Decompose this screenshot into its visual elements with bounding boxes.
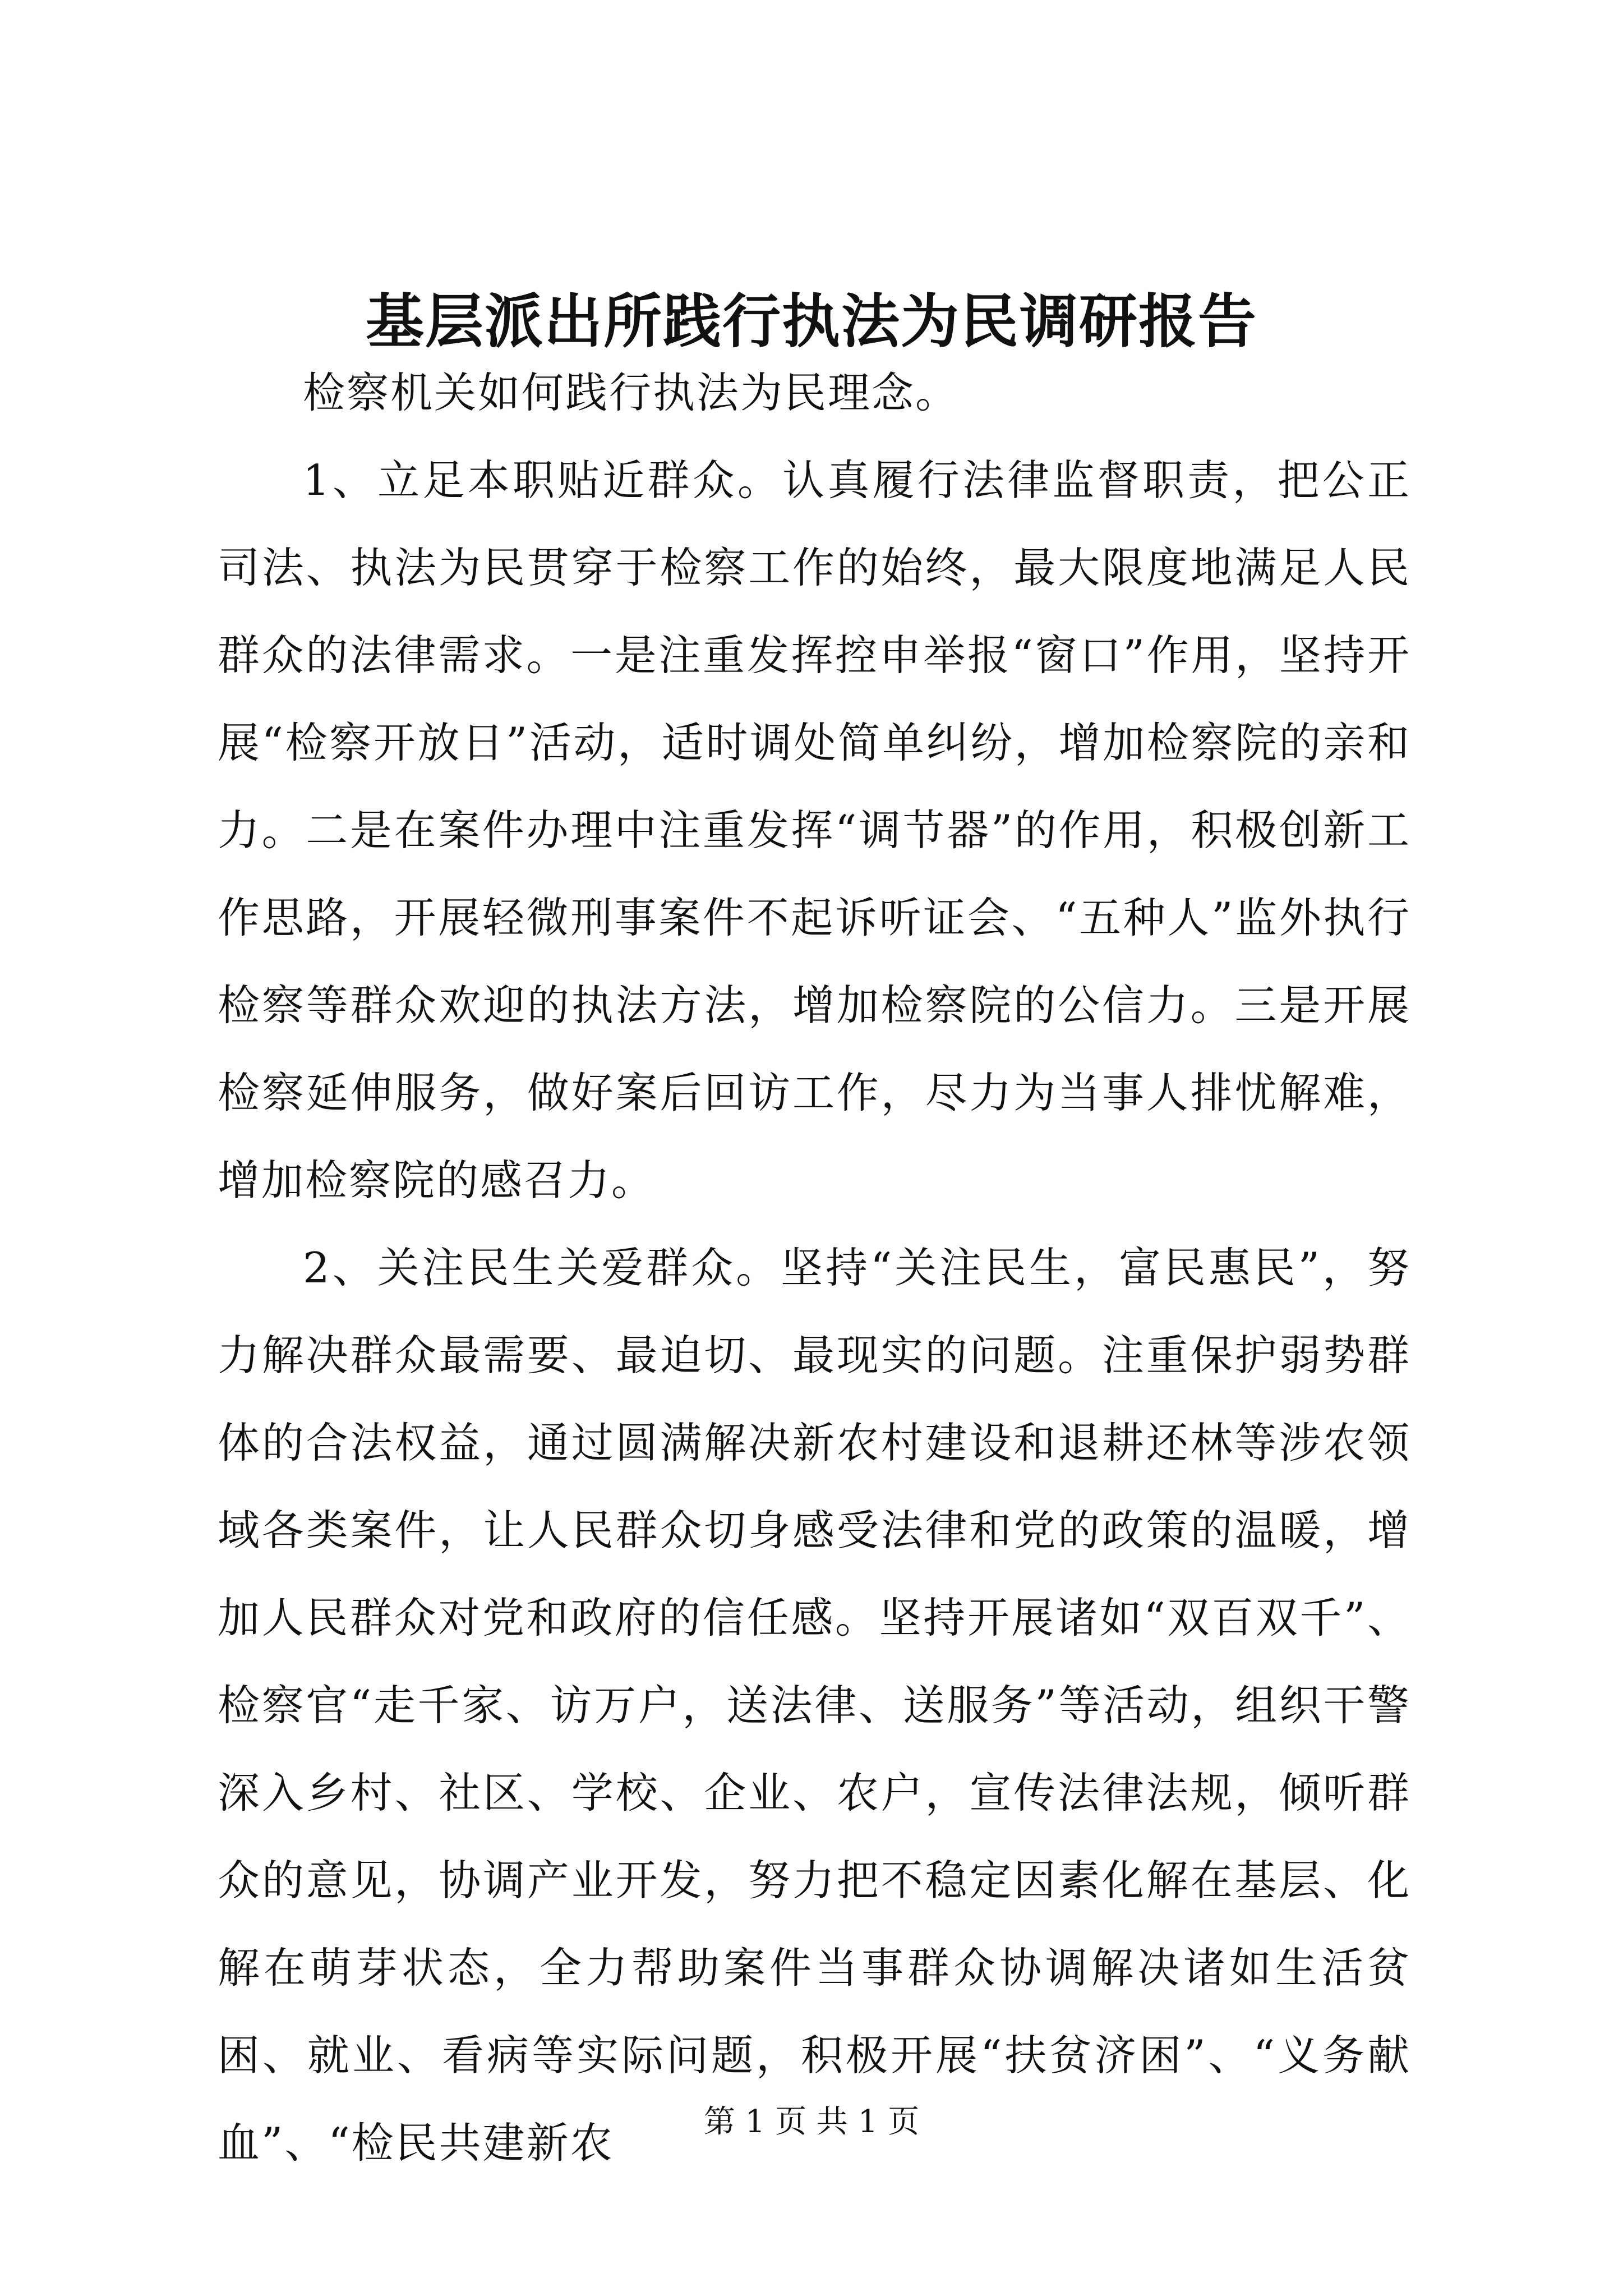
document-title: 基层派出所践行执法为民调研报告 (365, 287, 1257, 356)
paragraph-section-1: 1、立足本职贴近群众。认真履行法律监督职责，把公正司法、执法为民贯穿于检察工作的始终，最大限度地满足人民群众的法律需求。一是注重发挥控申举报“窗口”作用，坚持开展“检察开放日”活动，适时调处简单纠纷，增加检察院的亲和力。二是在案件办理中注重发挥“调节器”的作用，积极创新工作思路，开展轻微刑事案件不起诉听证会、“五种人”监外执行检察等群众欢迎的执法方法，增加检察院的公信力。三是开展检察延伸服务，做好案后回访工作，尽力为当事人排忧解难，增加检察院的感召力。 (218, 455, 1411, 1205)
paragraph-section-2: 2、关注民生关爱群众。坚持“关注民生，富民惠民”，努力解决群众最需要、最迫切、最现实的问题。注重保护弱势群体的合法权益，通过圆满解决新农村建设和退耕还林等涉农领域各类案件，让人民群众切身感受法律和党的政策的温暖，增加人民群众对党和政府的信任感。坚持开展诸如“双百双千”、检察官“走千家、访万户，送法律、送服务”等活动，组织干警深入乡村、社区、学校、企业、农户，宣传法律法规，倾听群众的意见，协调产业开发，努力把不稳定因素化解在基层、化解在萌芽状态，全力帮助案件当事群众协调解决诸如生活贫困、就业、看病等实际问题，积极开展“扶贫济困”、“义务献血”、“检民共建新农 (218, 1243, 1411, 2168)
page-number-footer: 第 1 页 共 1 页 (703, 2104, 920, 2140)
document-body (218, 349, 1411, 2187)
paragraph-intro: 检察机关如何践行执法为民理念。 (303, 368, 960, 417)
